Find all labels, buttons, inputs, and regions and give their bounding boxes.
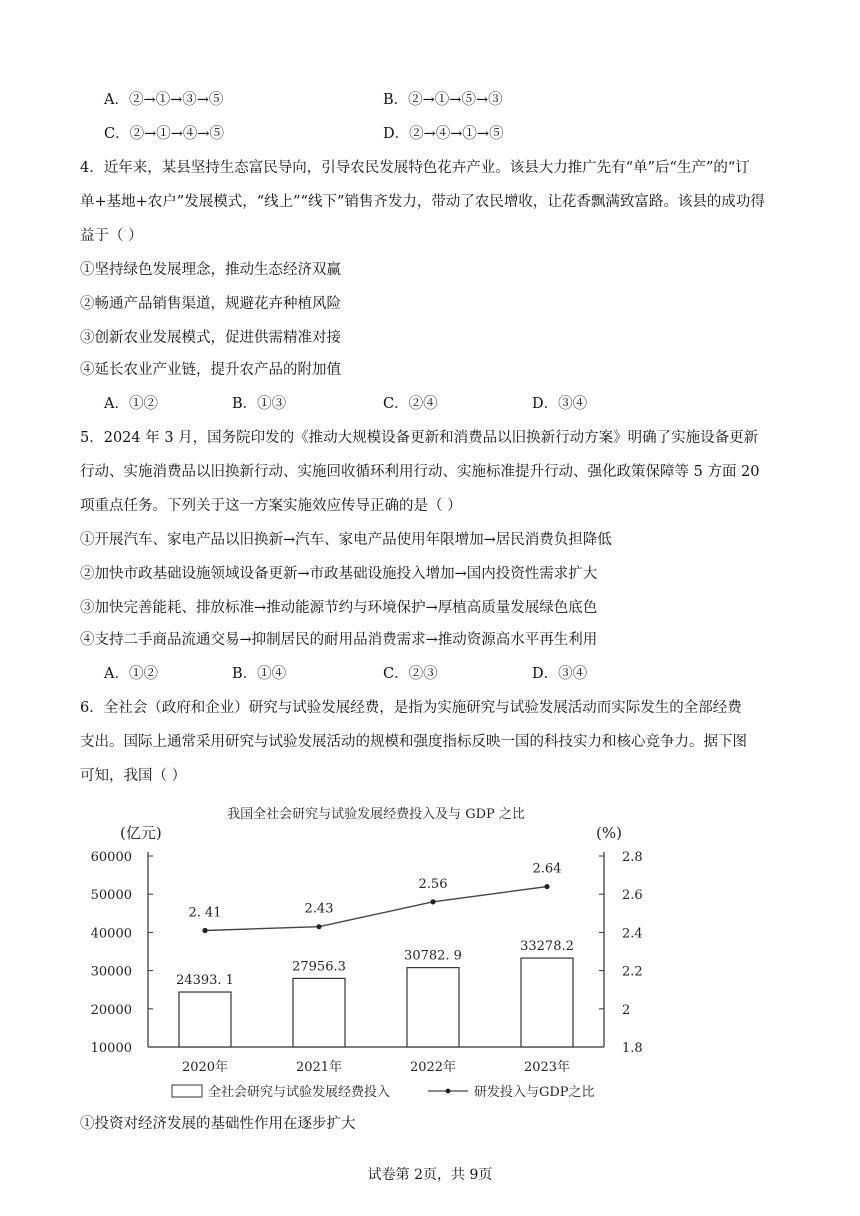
left-axis-unit: (亿元) bbox=[120, 824, 162, 842]
ratio-point bbox=[544, 884, 549, 889]
q6-item-1: ①投资对经济发展的基础性作用在逐步扩大 bbox=[80, 1116, 356, 1132]
left-tick-label: 50000 bbox=[90, 888, 132, 904]
bar-2020年 bbox=[179, 992, 231, 1047]
q4-item-2: ②畅通产品销售渠道，规避花卉种植风险 bbox=[80, 296, 341, 312]
q4-stem-line-3: 益于（ ） bbox=[80, 228, 143, 244]
legend-line-marker bbox=[446, 1089, 451, 1094]
right-tick-label: 1.8 bbox=[622, 1041, 643, 1056]
q5-option-c: C．②③ bbox=[383, 666, 438, 682]
bar-data-label: 24393. 1 bbox=[176, 973, 234, 989]
q5-item-2: ②加快市政基础设施领域设备更新→市政基础设施投入增加→国内投资性需求扩大 bbox=[80, 566, 598, 582]
q4-stem-line-2: 单+基地+农户”发展模式，“线上”“线下”销售齐发力，带动了农民增收，让花香飘满致富路。该县的成功得 bbox=[80, 194, 765, 210]
bar-data-label: 30782. 9 bbox=[404, 948, 462, 964]
q4-item-4: ④延长农业产业链，提升农产品的附加值 bbox=[80, 362, 341, 378]
q5-item-3: ③加快完善能耗、排放标准→推动能源节约与环境保护→厚植高质量发展绿色底色 bbox=[80, 600, 598, 616]
q4-stem-line-1: 4．近年来，某县坚持生态富民导向，引导农民发展特色花卉产业。该县大力推广先有“单”后“生产”的“订 bbox=[80, 160, 750, 176]
ratio-point bbox=[430, 899, 435, 904]
ratio-data-label: 2.56 bbox=[418, 876, 448, 892]
ratio-data-label: 2. 41 bbox=[188, 905, 222, 921]
left-tick-label: 30000 bbox=[90, 964, 132, 980]
q6-stem-line-1: 6．全社会（政府和企业）研究与试验发展经费，是指为实施研究与试验发展活动而实际发生的全部经费 bbox=[80, 700, 742, 716]
right-tick-label: 2.2 bbox=[622, 964, 643, 980]
x-tick-label: 2021年 bbox=[295, 1060, 343, 1075]
left-tick-label: 20000 bbox=[90, 1002, 132, 1018]
bar-2021年 bbox=[293, 978, 345, 1047]
x-tick-label: 2022年 bbox=[409, 1060, 457, 1075]
q5-option-b: B．①④ bbox=[232, 666, 287, 682]
ratio-line bbox=[205, 887, 547, 931]
ratio-point bbox=[202, 928, 207, 933]
q3-option-b: B．②→①→⑤→③ bbox=[383, 92, 503, 108]
legend-bar-swatch bbox=[172, 1085, 202, 1097]
bar-2023年 bbox=[521, 958, 573, 1047]
right-tick-label: 2.4 bbox=[622, 926, 643, 942]
q5-item-1: ①开展汽车、家电产品以旧换新→汽车、家电产品使用年限增加→居民消费负担降低 bbox=[80, 532, 612, 548]
q5-item-4: ④支持二手商品流通交易→抑制居民的耐用品消费需求→推动资源高水平再生利用 bbox=[80, 632, 598, 648]
rd-chart bbox=[0, 790, 860, 1110]
right-tick-label: 2 bbox=[622, 1002, 631, 1018]
ratio-point bbox=[316, 924, 321, 929]
bar-data-label: 27956.3 bbox=[292, 959, 346, 975]
right-tick-label: 2.8 bbox=[622, 850, 643, 865]
legend-line-label: 研发投入与GDP之比 bbox=[474, 1085, 595, 1100]
right-tick-label: 2.6 bbox=[622, 888, 643, 904]
right-axis-unit: (%) bbox=[596, 824, 622, 842]
q3-option-c: C．②→①→④→⑤ bbox=[104, 126, 225, 142]
chart-title: 我国全社会研究与试验发展经费投入及与 GDP 之比 bbox=[227, 807, 525, 822]
q4-option-d: D．③④ bbox=[532, 396, 588, 412]
x-tick-label: 2020年 bbox=[181, 1060, 229, 1075]
q4-option-c: C．②④ bbox=[383, 396, 438, 412]
q6-stem-line-2: 支出。国际上通常采用研究与试验发展活动的规模和强度指标反映一国的科技实力和核心竞争力。据下图 bbox=[80, 734, 747, 750]
legend-bar-label: 全社会研究与试验发展经费投入 bbox=[208, 1085, 391, 1100]
q3-option-a: A．②→①→③→⑤ bbox=[104, 92, 224, 108]
bar-2022年 bbox=[407, 968, 459, 1047]
q4-item-1: ①坚持绿色发展理念，推动生态经济双赢 bbox=[80, 262, 341, 278]
q4-option-b: B．①③ bbox=[232, 396, 287, 412]
left-tick-label: 60000 bbox=[90, 850, 132, 865]
q3-option-d: D．②→④→①→⑤ bbox=[383, 126, 504, 142]
left-tick-label: 10000 bbox=[90, 1041, 132, 1056]
ratio-data-label: 2.64 bbox=[532, 861, 562, 877]
q5-option-a: A．①② bbox=[104, 666, 158, 682]
q5-stem-line-1: 5．2024 年 3 月，国务院印发的《推动大规模设备更新和消费品以旧换新行动方案》明确了实施设备更新 bbox=[80, 430, 759, 446]
q5-stem-line-2: 行动、实施消费品以旧换新行动、实施回收循环利用行动、实施标准提升行动、强化政策保障等 5 方面 20 bbox=[80, 464, 760, 480]
q5-option-d: D．③④ bbox=[532, 666, 588, 682]
ratio-data-label: 2.43 bbox=[304, 901, 334, 917]
page-footer: 试卷第 2页，共 9页 bbox=[367, 1167, 493, 1183]
bar-data-label: 33278.2 bbox=[520, 939, 574, 955]
q5-stem-line-3: 项重点任务。下列关于这一方案实施效应传导正确的是（ ） bbox=[80, 498, 462, 514]
left-tick-label: 40000 bbox=[90, 926, 132, 942]
q4-option-a: A．①② bbox=[104, 396, 158, 412]
q6-stem-line-3: 可知，我国（ ） bbox=[80, 768, 187, 784]
x-tick-label: 2023年 bbox=[523, 1060, 571, 1075]
q4-item-3: ③创新农业发展模式，促进供需精准对接 bbox=[80, 330, 341, 346]
